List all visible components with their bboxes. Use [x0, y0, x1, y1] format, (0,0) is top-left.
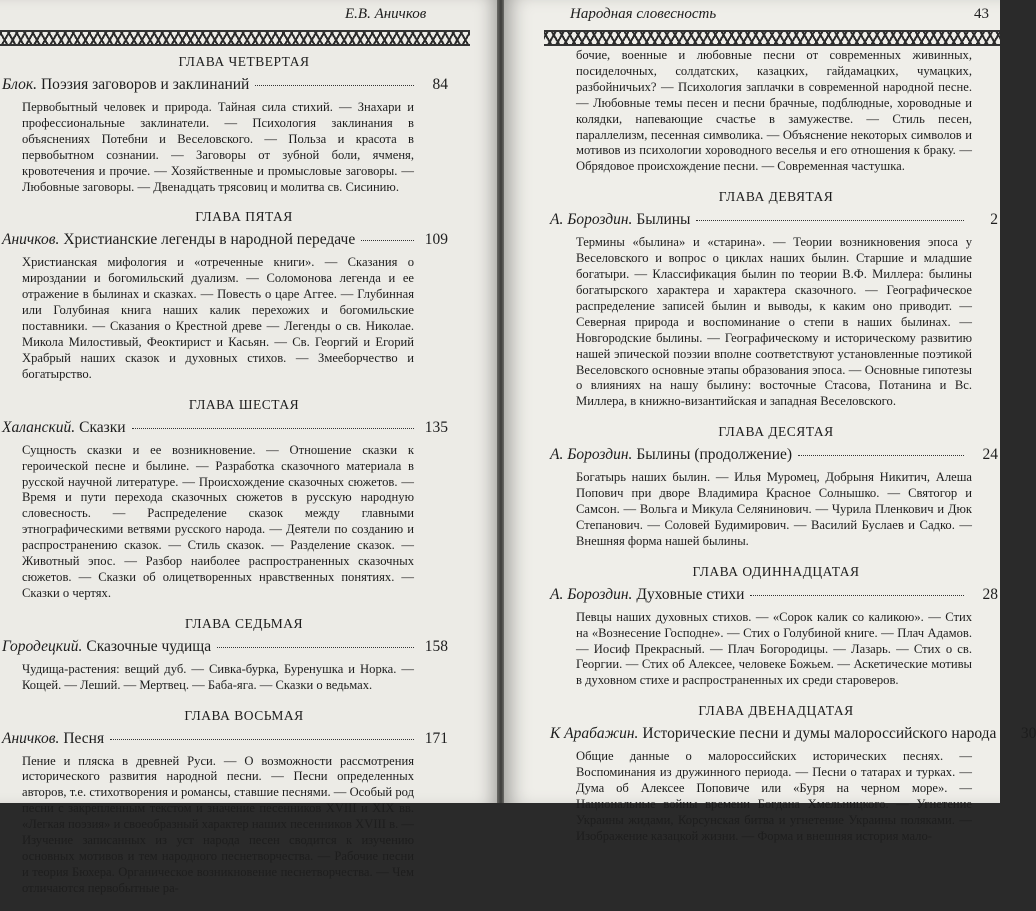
entry-page-number: 30 — [1020, 725, 1036, 743]
entry-page-number: 28 — [982, 585, 998, 603]
entry-description: Первобытный человек и природа. Тайная сила стихий. — Знахари и профессиональные заклинатели. — Психология заклинания в объяснениях Потебни и Веселовского. — Польза и красота в первобытном сознании. — Заговоры от зубной боли, ячменя, кровотечения и прочие. — Хозяйственные и промысловые заговоры. — Любовные заговоры. — Двенадцать трясовиц и молитва св. Сисинию. — [22, 100, 414, 194]
dot-leader — [361, 240, 414, 241]
entry-author: А. Бороздин. — [550, 585, 633, 603]
chapter-heading: ГЛАВА ДЕВЯТАЯ — [718, 189, 834, 205]
chapter-heading: ГЛАВА ОДИННАДЦАТАЯ — [692, 563, 860, 579]
dot-leader — [110, 739, 414, 740]
entry-description: Общие данные о малороссийских исторических песнях. — Воспоминания из дружинного периода. — Песни о татарах и турках. — Дума об Алексее Поповиче или «Буря на черном море». — Национальные войны времени Богдана Хмельницкого. — Угнетение Украины жидами, Корсунская битва и угнетение Украины поляками. — Изображение казацкой жизни. — Форма и внешняя история мало- — [576, 749, 972, 843]
entry-title: Песня — [63, 729, 105, 747]
chapter-heading: ГЛАВА ПЯТАЯ — [195, 209, 293, 225]
entry-page-number: 109 — [424, 231, 448, 249]
entry-page-number: 24 — [982, 446, 998, 464]
entry-description: Христианская мифология и «отреченные книги». — Сказания о мироздании и богомильский дуализм. — Соломонова легенда и ее отражение в былинах и сказках. — Повесть о царе Аггее. — Глубинная или Голубиная книга наших калик перехожих и богомильские поставники. — Сказания о Крестной древе — Легенды о св. Николае. Микола Милостивый, Феоктирист и Касьян. — Св. Георгий и Егорий Храбрый наших сказок и духовных стихов. — Змееборчество и богатырство. — [22, 255, 414, 381]
toc-entry — [2, 419, 448, 437]
toc-entry — [2, 231, 448, 249]
right-page-number: 43 — [974, 6, 989, 22]
right-page — [504, 0, 1036, 843]
entry-title: Поэзия заговоров и заклинаний — [40, 76, 250, 93]
entry-description: Певцы наших духовных стихов. — «Сорок калик со каликою». — Стих на «Вознесение Господне». — Стих о Голубиной книге. — Плач Адамов. — Иосиф Прекрасный. — Плач Богородицы. — Лазарь. — Стих о св. Георгии. — Стих об Алексее, человеке Божьем. — Аскетические мотивы в духовном стихе и распространенных их среди староверов. — [576, 609, 972, 688]
toc-entry — [550, 725, 1036, 743]
dot-leader — [255, 85, 414, 86]
entry-page-number: 171 — [424, 729, 448, 747]
entry-author: К Арабажин. — [550, 725, 639, 743]
entry-author: Городецкий. — [2, 637, 83, 655]
entry-title: Былины (продолжение) — [636, 446, 793, 464]
entry-author: А. Бороздин. — [550, 446, 633, 464]
entry-author: Халанский. — [2, 418, 76, 436]
toc-entry — [550, 211, 998, 229]
entry-author: Блок. — [2, 76, 37, 93]
continuation-text: бочие, военные и любовные песни от современных живинных, посиделочных, солдатских, казацких, гайдамацких, чумацких, разбойничьих? — Психология заплачки в современной народной песне. — Любовные темы песен и песни брачные, подблюдные, хороводные и колядки, напевающие счастье в замужестве. — Стиль песен, параллелизм, песенная символика. — Объяснение некоторых символов и мотивов из психологии хороводного веселья и его отношения к браку. — Обрядовое происхождение песни. — Современная частушка. — [576, 48, 972, 174]
entry-author: А. Бороздин. — [550, 211, 633, 229]
entry-author: Аничков. — [2, 231, 60, 249]
entry-page-number: 158 — [424, 637, 448, 655]
left-content — [0, 48, 488, 911]
entry-author: Аничков. — [2, 729, 60, 747]
right-content — [548, 48, 1036, 859]
dot-leader — [696, 220, 964, 221]
chapter-heading: ГЛАВА ШЕСТАЯ — [188, 396, 300, 412]
chapter-heading: ГЛАВА СЕДЬМАЯ — [185, 615, 303, 631]
entry-description: Чудища-растения: вещий дуб. — Сивка-бурка, Буренушка и Норка. — Кощей. — Леший. — Мертвец. — Баба-яга. — Сказки о ведьмах. — [22, 661, 414, 692]
dot-leader — [798, 455, 964, 456]
right-sections — [548, 189, 1036, 844]
left-ornament-braid — [0, 30, 470, 46]
entry-description: Пение и пляска в древней Руси. — О возможности рассмотрения исторического развития народной песни. — Песни определенных авторов, т.е. стихотворения и романсы, ставшие песнями. — Особый род песни с закрепленным текстом и значение песенников XVIII и XIX вв. «Легкая поэзия» и своеобразный характер наших песенников XVIII в. — Изучение записанных из уст народа песен сводится к изучению основных мотивов и тем народного песнетворчества. — Рабочие песни и теория Бюхера. Органическое возникновение песнетворчества. — Чем отличаются первобытные ра- — [22, 753, 414, 895]
left-running-head: Е.В. Аничков — [345, 6, 427, 22]
right-ornament-braid — [544, 30, 1000, 46]
entry-title: Сказки — [79, 418, 126, 436]
toc-entry — [2, 638, 448, 656]
entry-page-number: 84 — [432, 76, 448, 93]
chapter-heading: ГЛАВА ДВЕНАДЦАТАЯ — [698, 703, 854, 719]
dot-leader — [217, 647, 414, 648]
entry-description: Термины «былина» и «старина». — Теории возникновения эпоса у Веселовского и вопрос о циклах наших былин. Старшие и младшие богатыри. — Классификация былин по теории В.Ф. Миллера: былины богатырского характера и характера сказочного. — Географическое распределение записей былин и выводы, к каким оно приводит. — Северная природа и воспоминание о степи в наших былинах. — Новгородские былины. — Географическому и историческому развитию нашей эпической поэзии вполне соответствуют установленные поэтикой Веселовского основные этапы образования эпоса. — Основные гипотезы о влияниях на нашу былину: восточные Стасова, Потанина и Вс. Миллера, в книжно-византийская и западная Веселовского. — [576, 235, 972, 409]
left-page — [0, 0, 498, 895]
toc-entry — [2, 730, 448, 748]
entry-title: Христианские легенды в народной передаче — [63, 231, 356, 249]
chapter-heading: ГЛАВА ВОСЬМАЯ — [184, 707, 304, 723]
entry-title: Исторические песни и думы малороссийского народа — [642, 725, 997, 743]
entry-title: Сказочные чудища — [86, 637, 212, 655]
entry-description: Сущность сказки и ее возникновение. — Отношение сказки к героической песне и былине. — Разработка сказочного материала в русской научной литературе. — Происхождение сказочных сюжетов. — Время и пути перехода сказочных сюжетов в русскую народную словесность. — Распределение сказок между главными этнографическими ветвями русского народа. — Деятели по созданию и распространению сказок. — Стиль сказок. — Разделение сказок. — Животный эпос. — Разбор наиболее распространенных сказочных сюжетов. — Сказки об олицетворенных нравственных понятиях. — Сказки о чертях. — [22, 442, 414, 600]
dot-leader — [750, 595, 964, 596]
chapter-heading: ГЛАВА ДЕСЯТАЯ — [718, 424, 834, 440]
toc-entry — [2, 76, 448, 94]
toc-entry — [550, 446, 998, 464]
entry-description: Богатырь наших былин. — Илья Муромец, Добрыня Никитич, Алеша Попович при дворе Владимира Красное Солнышко. — Святогор и Самсон. — Вольга и Микула Селянинович. — Чурила Пленкович и Дюк Степанович. — Соловей Будимирович. — Василий Буслаев и Садко. — Внешняя форма нашей былины. — [576, 470, 972, 548]
entry-page-number: 2 — [990, 211, 998, 229]
toc-entry — [550, 586, 998, 604]
dot-leader — [132, 428, 414, 429]
entry-page-number: 135 — [424, 418, 448, 436]
chapter-heading: ГЛАВА ЧЕТВЕРТАЯ — [178, 54, 310, 69]
right-running-head: Народная словесность — [570, 6, 717, 22]
entry-title: Духовные стихи — [636, 585, 745, 603]
entry-title: Былины — [636, 211, 691, 229]
